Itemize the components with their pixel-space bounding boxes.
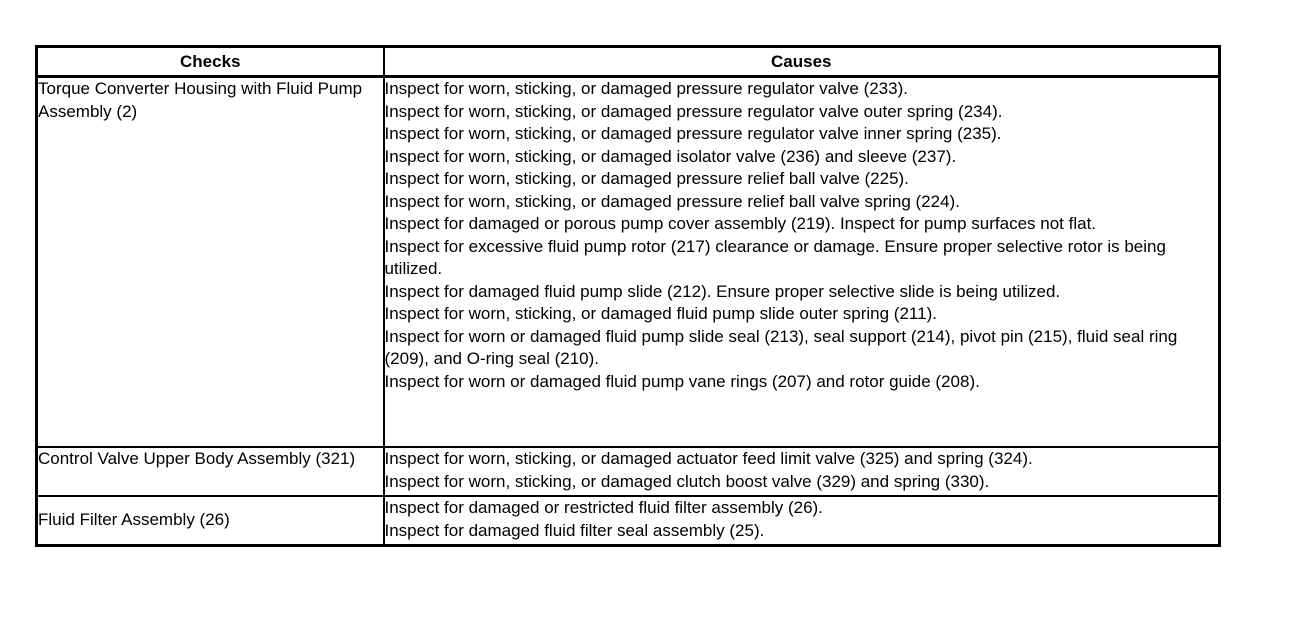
cause-item: Inspect for worn, sticking, or damaged fluid pump slide outer spring (211). (384, 304, 937, 323)
cause-item: Inspect for damaged fluid filter seal assembly (25). (384, 520, 765, 540)
cause-item: Inspect for worn, sticking, or damaged pressure relief ball valve (225). (384, 169, 909, 188)
cause-item: Inspect for worn or damaged fluid pump slide seal (213), seal support (214), pivot pin (215), fluid seal ring (209), and O-ring seal (210). (384, 326, 1178, 368)
checks-header: Checks (37, 47, 384, 77)
check-cell: Control Valve Upper Body Assembly (321) (37, 447, 384, 496)
cause-item: Inspect for worn, sticking, or damaged pressure regulator valve inner spring (235). (384, 124, 1002, 143)
causes-cell (384, 496, 1220, 546)
cause-item: Inspect for worn, sticking, or damaged pressure regulator valve (233). (384, 79, 908, 98)
table-row (37, 496, 1220, 546)
cause-item: Inspect for worn, sticking, or damaged clutch boost valve (329) and spring (330). (384, 471, 990, 491)
table-row (37, 447, 1220, 496)
check-cell: Fluid Filter Assembly (26) (37, 496, 384, 546)
cause-item: Inspect for damaged fluid pump slide (212). Ensure proper selective slide is being utilized. (384, 281, 1061, 301)
header-row (37, 47, 1220, 77)
diagnostic-table (35, 45, 1221, 547)
causes-cell (384, 447, 1220, 496)
cause-item: Inspect for worn, sticking, or damaged actuator feed limit valve (325) and spring (324). (384, 449, 1033, 468)
cause-item: Inspect for damaged or restricted fluid filter assembly (26). (384, 498, 823, 517)
cause-item: Inspect for worn, sticking, or damaged isolator valve (236) and sleeve (237). (384, 146, 957, 166)
cause-item: Inspect for worn or damaged fluid pump vane rings (207) and rotor guide (208). (384, 371, 980, 391)
check-cell: Torque Converter Housing with Fluid Pump Assembly (2) (37, 77, 384, 448)
table-row (37, 77, 1220, 448)
cause-item: Inspect for excessive fluid pump rotor (217) clearance or damage. Ensure proper selective rotor is being utilized. (384, 236, 1166, 278)
causes-header: Causes (384, 47, 1220, 77)
causes-cell (384, 77, 1220, 448)
cause-item: Inspect for worn, sticking, or damaged pressure relief ball valve spring (224). (384, 191, 960, 211)
cause-item: Inspect for worn, sticking, or damaged pressure regulator valve outer spring (234). (384, 101, 1003, 121)
cause-item: Inspect for damaged or porous pump cover assembly (219). Inspect for pump surfaces not flat. (384, 214, 1097, 233)
